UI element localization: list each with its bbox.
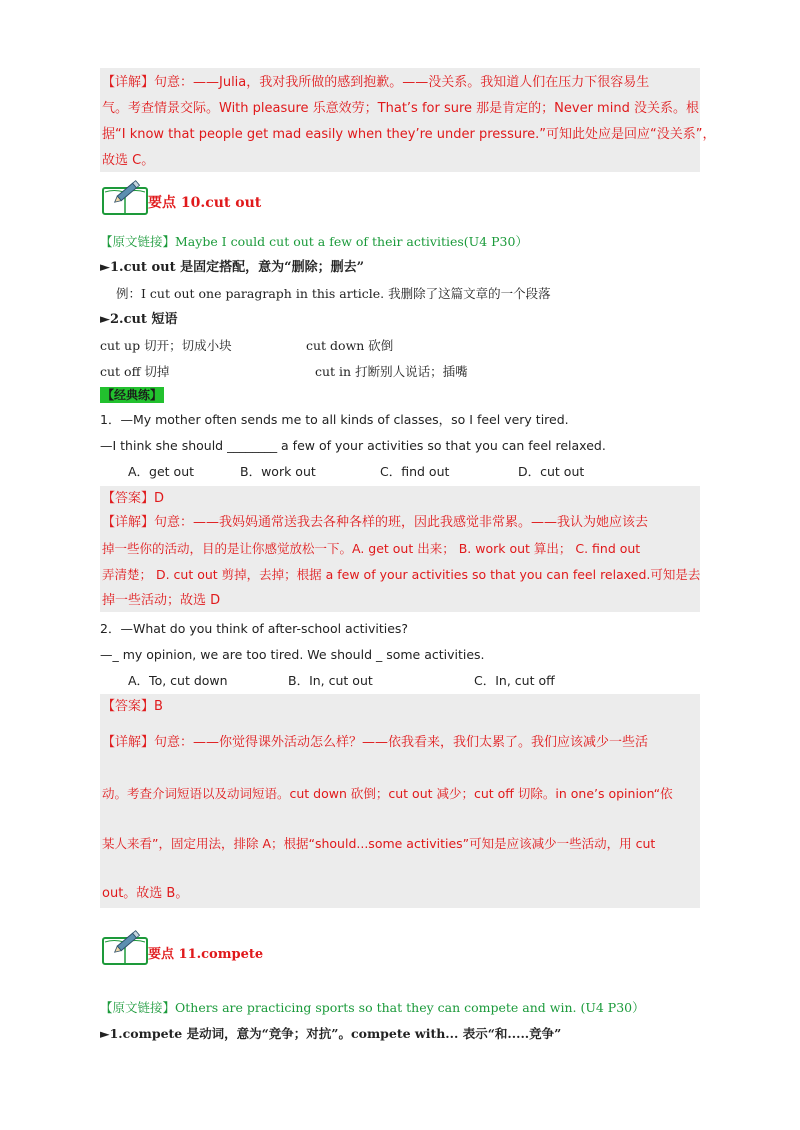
phrase-item: cut down 砍倒 <box>306 338 394 353</box>
detail-line: 掉一些活动；故选 D <box>102 593 221 608</box>
option-b: B．work out <box>240 464 316 479</box>
practice-tag-label: 【经典练】 <box>102 388 163 402</box>
book-pencil-icon <box>102 180 146 212</box>
detail-line: 【详解】句意：——你觉得课外活动怎么样？——依我看来，我们太累了。我们应该减少一些活 <box>102 735 649 750</box>
answer-box-1 <box>100 486 700 612</box>
source-link: 【原文链接】Others are practicing sports so that they can compete and win. (U4 P30） <box>100 1000 645 1015</box>
question-2-stem: 2．—What do you think of after-school activities? <box>100 621 409 636</box>
rule-1: ►1.cut out 是固定搭配，意为“删除；删去” <box>100 260 365 275</box>
phrase-item: cut in 打断别人说话；插嘴 <box>315 364 468 379</box>
answer-box-2 <box>100 694 700 908</box>
answer-2: 【答案】B <box>102 699 163 714</box>
section-heading-11 <box>102 930 263 962</box>
question-2-options <box>128 668 555 694</box>
detail-line: 动。考查介词短语以及动词短语。cut down 砍倒；cut out 减少；cut off 切除。in one’s opinion“依 <box>102 786 673 801</box>
option-a: A．get out <box>128 464 195 479</box>
explanation-line: 故选 C。 <box>102 153 155 168</box>
explanation-line: 【详解】句意：——Julia，我对我所做的感到抱歉。——没关系。我知道人们在压力下很容易生 <box>102 75 650 90</box>
section-heading-10 <box>102 180 261 212</box>
detail-line: 弄清楚； D. cut out 剪掉，去掉；根据 a few of your activities so that you can feel relaxed.可知是去 <box>102 567 701 582</box>
question-1-line2: —I think she should ________ a few of your activities so that you can feel relaxed. <box>100 438 606 453</box>
question-1-options <box>128 459 584 485</box>
book-pencil-icon <box>102 930 146 962</box>
source-link: 【原文链接】Maybe I could cut out a few of their activities(U4 P30） <box>100 234 528 249</box>
explanation-box <box>100 68 716 172</box>
section-title: 要点 11.compete <box>148 947 264 962</box>
example-sentence: 例：I cut out one paragraph in this article. 我删除了这篇文章的一个段落 <box>116 286 551 301</box>
detail-line: 掉一些你的活动，目的是让你感觉放松一下。A. get out 出来； B. work out 算出； C. find out <box>102 541 641 556</box>
practice-tag <box>100 384 164 403</box>
explanation-line: 气。考查情景交际。With pleasure 乐意效劳；That’s for sure 那是肯定的；Never mind 没关系。根 <box>102 101 699 116</box>
detail-line: 某人来看”，固定用法，排除 A；根据“should...some activities”可知是应该减少一些活动，用 cut <box>102 836 656 851</box>
explanation-line: 据“I know that people get mad easily when they’re under pressure.”可知此处应是回应“没关系”， <box>102 127 716 142</box>
option-c: C．In, cut off <box>474 673 555 688</box>
phrase-item: cut up 切开；切成小块 <box>100 338 232 353</box>
detail-line: 【详解】句意：——我妈妈通常送我去各种各样的班，因此我感觉非常累。——我认为她应该去 <box>102 515 649 530</box>
rule-2: ►2.cut 短语 <box>100 312 178 327</box>
detail-line: out。故选 B。 <box>102 886 189 901</box>
option-d: D．cut out <box>518 464 585 479</box>
question-2-line2: —_ my opinion, we are too tired. We should _ some activities. <box>100 647 485 662</box>
answer-1: 【答案】D <box>102 491 165 506</box>
option-b: B．In, cut out <box>288 673 373 688</box>
rule-1: ►1.compete 是动词，意为“竞争；对抗”。compete with... 表示“和.....竞争” <box>100 1026 562 1041</box>
option-c: C．find out <box>380 464 450 479</box>
section-title: 要点 10.cut out <box>148 195 262 211</box>
option-a: A．To, cut down <box>128 673 228 688</box>
phrase-item: cut off 切掉 <box>100 364 170 379</box>
question-1-stem: 1．—My mother often sends me to all kinds of classes，so I feel very tired. <box>100 412 569 427</box>
